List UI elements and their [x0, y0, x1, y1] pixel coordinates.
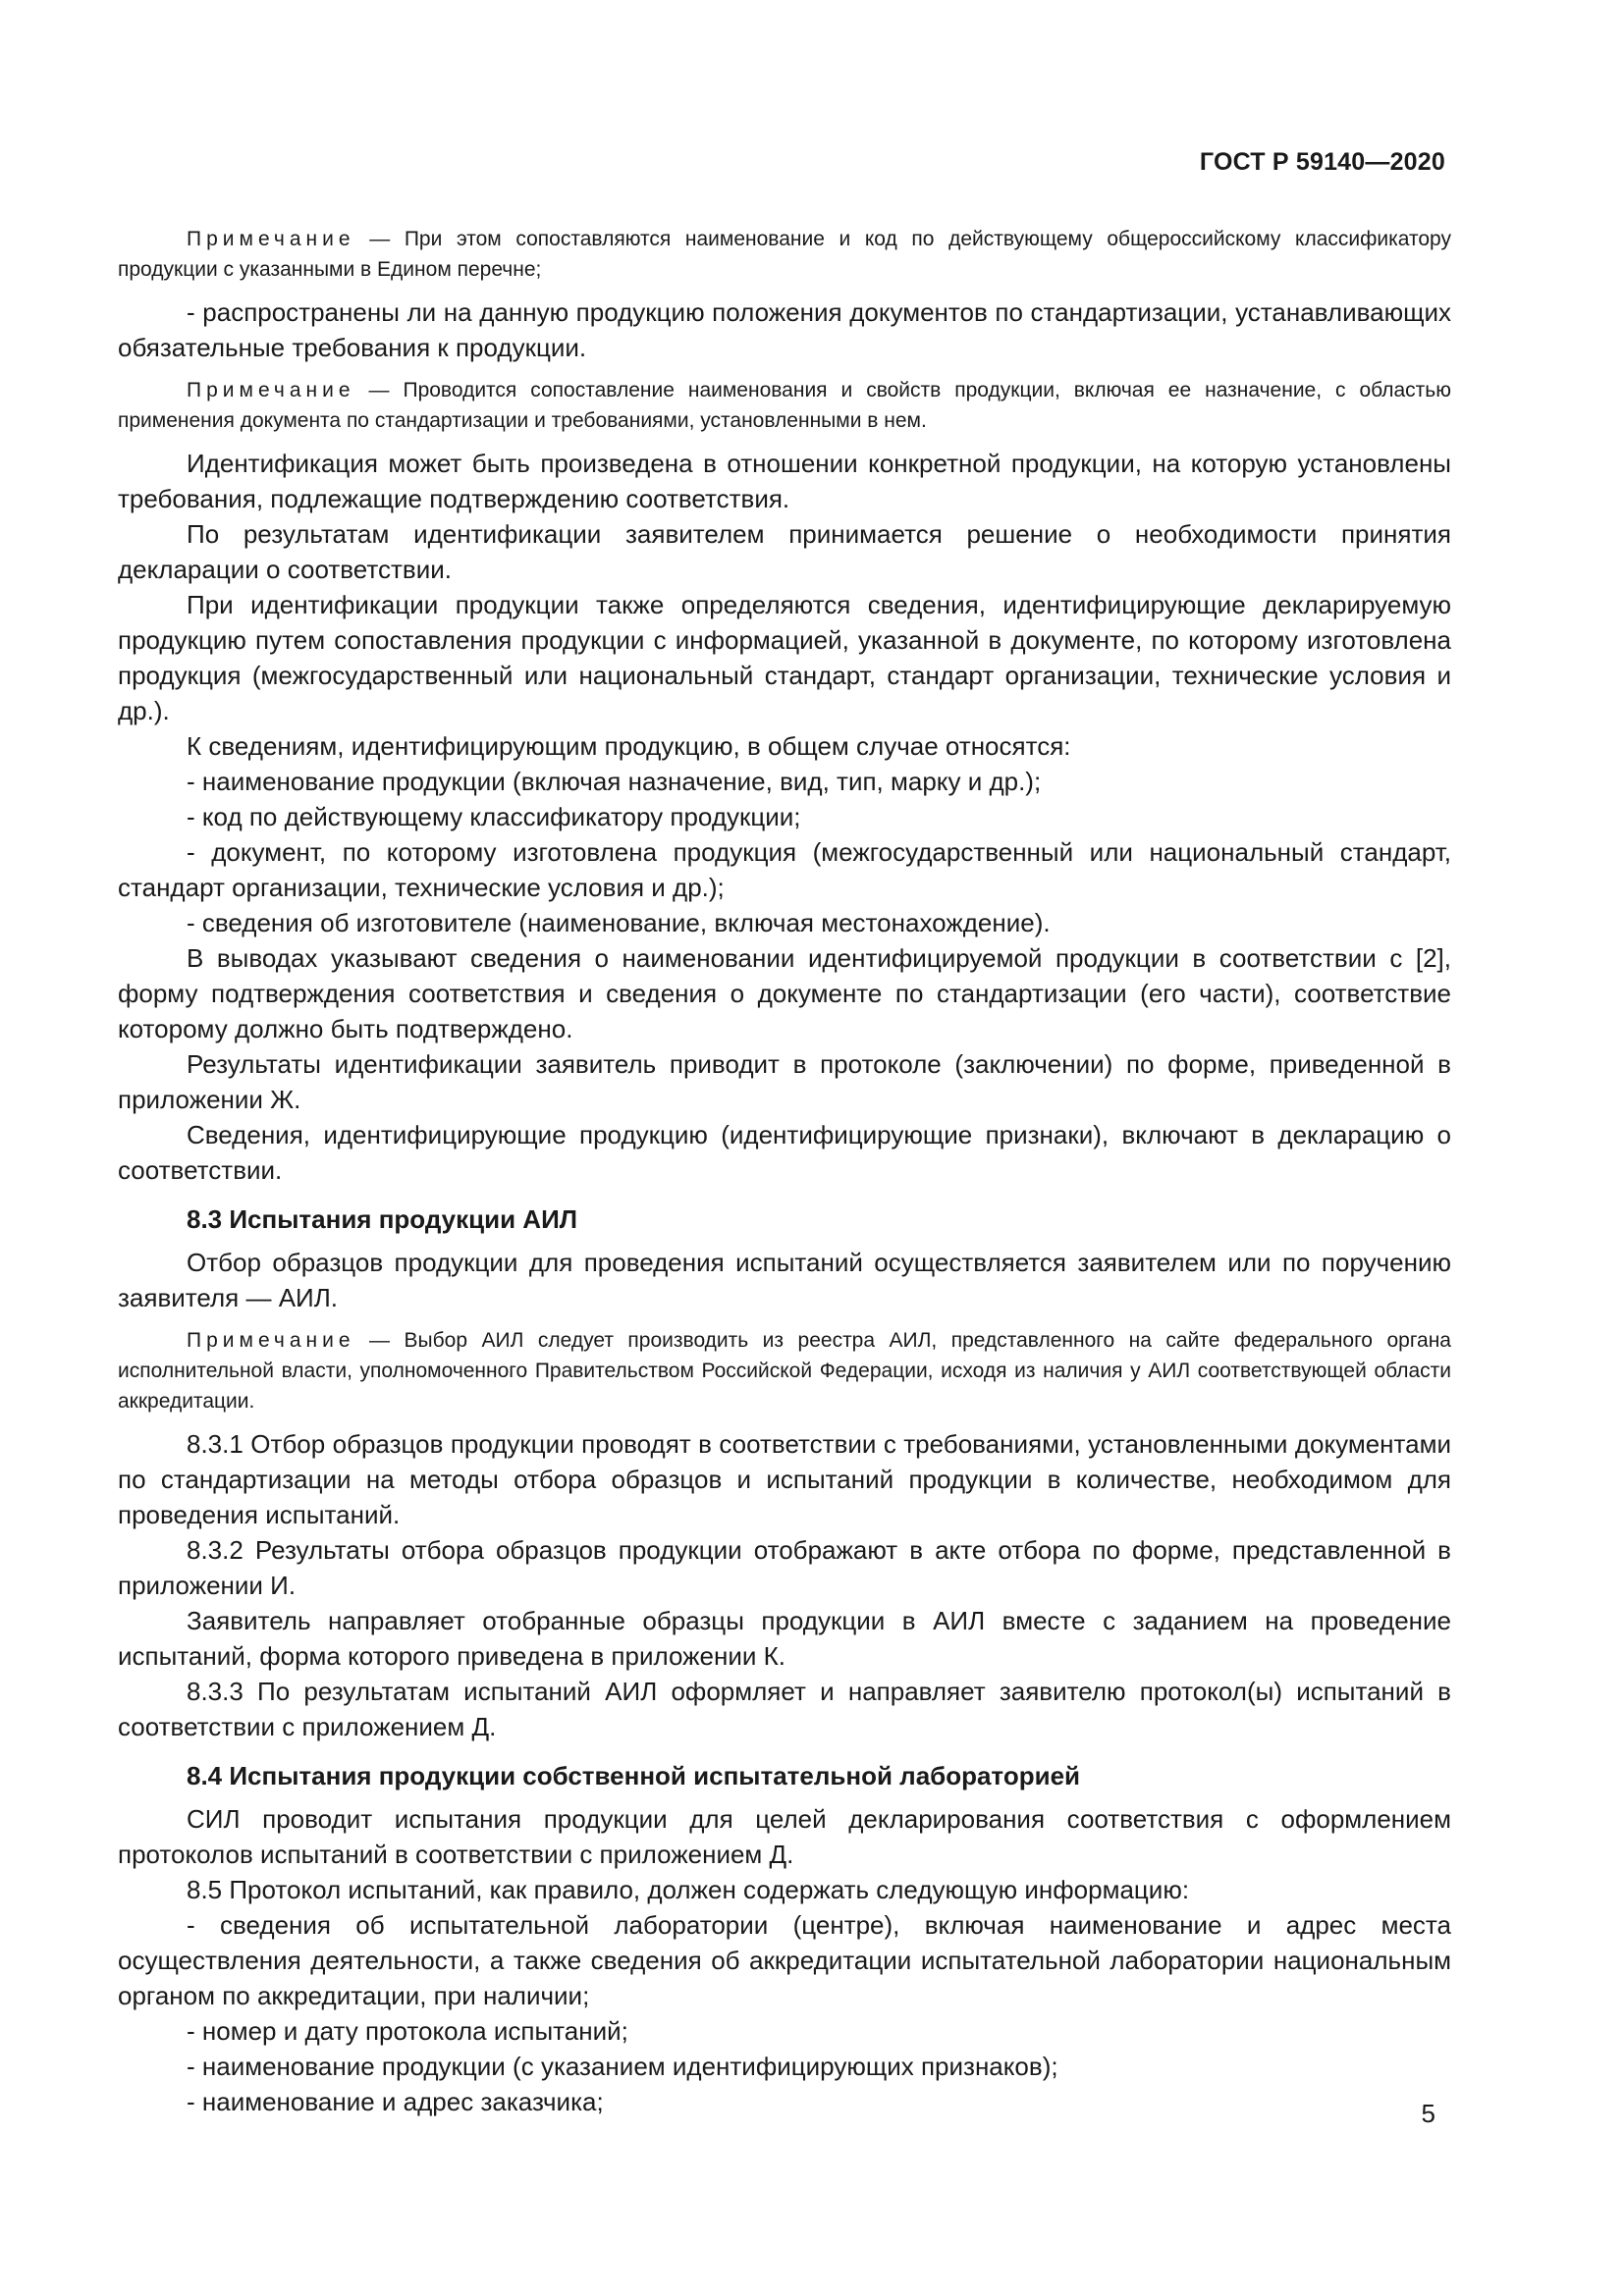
list-item: - распространены ли на данную продукцию положения документов по стандартизации, устанавливающих обязательные требования к продукции. [118, 297, 1451, 362]
note-label: Примечание [187, 228, 355, 250]
note-text: — Проводится сопоставление наименования и свойств продукции, включая ее назначение, с областью применения документа по стандартизации и требованиями, установленными в нем. [118, 379, 1451, 432]
body-paragraph: 8.3.3 По результатам испытаний АИЛ оформляет и направляет заявителю протокол(ы) испытаний в соответствии с приложением Д. [118, 1677, 1451, 1741]
body-paragraph: 8.3.2 Результаты отбора образцов продукции отображают в акте отбора по форме, представленной в приложении И. [118, 1535, 1451, 1600]
body-paragraph: Заявитель направляет отобранные образцы продукции в АИЛ вместе с заданием на проведение испытаний, форма которого приведена в приложении К. [118, 1606, 1451, 1671]
list-item: - наименование продукции (включая назначение, вид, тип, марку и др.); [187, 767, 1042, 796]
note-paragraph [118, 224, 1451, 285]
list-item: - сведения об изготовителе (наименование, включая местонахождение). [187, 908, 1051, 937]
list-item: - номер и дату протокола испытаний; [187, 2016, 628, 2046]
list-item: - сведения об испытательной лаборатории (центре), включая наименование и адрес места осуществления деятельности, а также сведения об аккредитации испытательной лаборатории национальным органом по аккредитации, при наличии; [118, 1910, 1451, 2010]
body-paragraph: 8.3.1 Отбор образцов продукции проводят в соответствии с требованиями, установленными документами по стандартизации на методы отбора образцов и испытаний продукции в количестве, необходимом для проведения испытаний. [118, 1429, 1451, 1529]
list-item: - наименование и адрес заказчика; [187, 2087, 604, 2116]
body-paragraph: При идентификации продукции также определяются сведения, идентифицирующие декларируемую продукцию путем сопоставления продукции с информацией, указанной в документе, по которому изготовлена продукция (межгосударственный или национальный стандарт, стандарт организации, технические условия и др.). [118, 590, 1451, 725]
body-paragraph: 8.5 Протокол испытаний, как правило, должен содержать следующую информацию: [187, 1875, 1190, 1904]
body-paragraph: Результаты идентификации заявитель приводит в протоколе (заключении) по форме, приведенной в приложении Ж. [118, 1049, 1451, 1114]
note-label: Примечание [187, 379, 355, 401]
body-paragraph: По результатам идентификации заявителем принимается решение о необходимости принятия декларации о соответствии. [118, 519, 1451, 584]
list-item: - код по действующему классификатору продукции; [187, 802, 801, 831]
note-text: — При этом сопоставляются наименование и код по действующему общероссийскому классификатору продукции с указанными в Едином перечне; [118, 228, 1451, 281]
body-paragraph: Отбор образцов продукции для проведения испытаний осуществляется заявителем или по поручению заявителя — АИЛ. [118, 1248, 1451, 1312]
note-text: — Выбор АИЛ следует производить из реестра АИЛ, представленного на сайте федерального органа исполнительной власти, уполномоченного Правительством Российской Федерации, исходя из наличия у АИЛ соответствующей области аккредитации. [118, 1329, 1451, 1413]
page-body [118, 224, 1451, 2119]
section-heading-8-4: 8.4 Испытания продукции собственной испытательной лабораторией [187, 1761, 1081, 1790]
note-label: Примечание [187, 1329, 355, 1352]
body-paragraph: СИЛ проводит испытания продукции для целей декларирования соответствия с оформлением протоколов испытаний в соответствии с приложением Д. [118, 1804, 1451, 1869]
document-number-header: ГОСТ Р 59140—2020 [1199, 148, 1445, 176]
list-item: - наименование продукции (с указанием идентифицирующих признаков); [187, 2052, 1058, 2081]
body-paragraph: К сведениям, идентифицирующим продукцию, в общем случае относятся: [187, 731, 1071, 761]
body-paragraph: Идентификация может быть произведена в отношении конкретной продукции, на которую установлены требования, подлежащие подтверждению соответствия. [118, 449, 1451, 513]
note-paragraph [118, 1325, 1451, 1416]
note-paragraph [118, 375, 1451, 436]
body-paragraph: В выводах указывают сведения о наименовании идентифицируемой продукции в соответствии с [2], форму подтверждения соответствия и сведения о документе по стандартизации (его части), соответствие которому должно быть подтверждено. [118, 943, 1451, 1043]
page-number: 5 [1421, 2099, 1435, 2128]
section-heading-8-3: 8.3 Испытания продукции АИЛ [187, 1204, 577, 1234]
list-item: - документ, по которому изготовлена продукция (межгосударственный или национальный стандарт, стандарт организации, технические условия и др.); [118, 837, 1451, 902]
body-paragraph: Сведения, идентифицирующие продукцию (идентифицирующие признаки), включают в декларацию о соответствии. [118, 1120, 1451, 1185]
